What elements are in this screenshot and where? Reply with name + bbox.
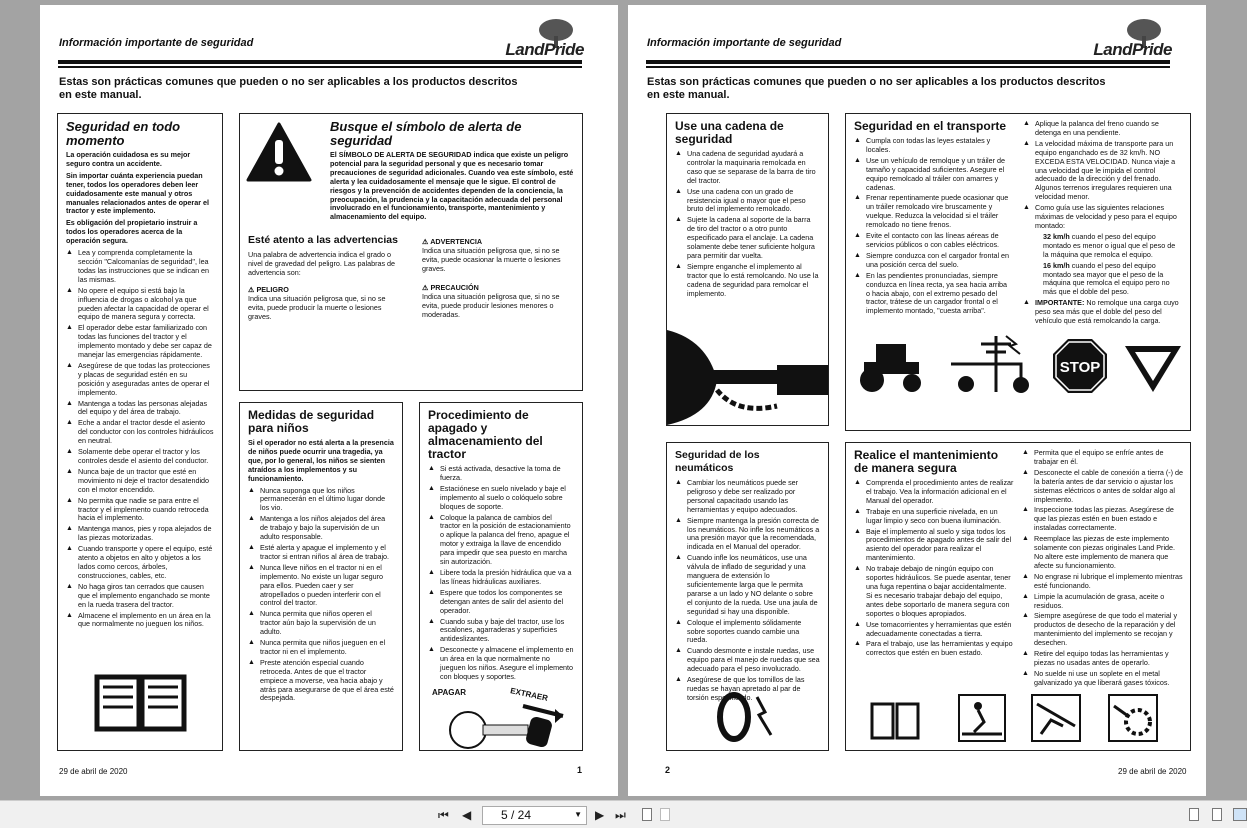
continuous-icon[interactable] — [1212, 808, 1222, 821]
section-title: Seguridad en el transporte — [854, 119, 1007, 133]
list-item: ▲ Use una cadena con un grado de resistencia igual o mayor que el peso bruto del implemento remolcado. — [675, 188, 820, 215]
section-title: Realice el mantenimiento de manera segura — [854, 448, 999, 475]
list-item: ▲ Lea y comprenda completamente la sección "Calcomanías de seguridad", lea todas las instrucciones que se indican en las mismas. — [66, 249, 214, 285]
list-item: ▲ Eche a andar el tractor desde el asiento del conductor con los controles hidráulicos en neutral. — [66, 419, 214, 446]
single-page-icon[interactable] — [1189, 808, 1199, 821]
chevron-down-icon[interactable]: ▼ — [574, 810, 582, 819]
section-title: Seguridad en todo momento — [66, 119, 181, 148]
page-indicator: 5 / 24 — [501, 808, 532, 822]
list-item: ▲ La velocidad máxima de transporte para un equipo enganchado es de 32 km/h. NO EXCEDA ESTA VELOCIDAD. Nunca viaje a una velocidad que le impida el control adecuado de la dirección y del frenado. Algunos terrenos irregulares requieren una velocidad menor. — [1023, 140, 1182, 202]
section-intro: La operación cuidadosa es su mejor seguro contra un accidente. — [66, 150, 191, 168]
section-apagado — [419, 402, 583, 751]
list-item: ▲ No suelde ni use un soplete en el metal galvanizado ya que liberará gases tóxicos. — [1022, 670, 1184, 688]
list-item: ▲ Aplique la palanca del freno cuando se detenga en una pendiente. — [1023, 120, 1182, 138]
list-item: ▲ Siempre mantenga la presión correcta de los neumáticos. No infle los neumáticos a una presión mayor que la recomendada, indicada en el Manual del operador. — [675, 517, 820, 553]
list-item: ▲ No trabaje debajo de ningún equipo con soportes hidráulicos. Se puede asentar, tener una fuga repentina o bajar accidentalmente. Si es necesario trabajar debajo del equipo, antes debe soportarlo de manera segura con soportes o bloques apropiados. — [854, 565, 1014, 618]
page-number: 1 — [577, 765, 583, 775]
tire-hazard-icon — [712, 692, 782, 742]
list-item: ▲ Reemplace las piezas de este implemento solamente con piezas originales Land Pride. No altere este implemento de manera que afecte su funcionamiento. — [1022, 535, 1184, 571]
land-pride-logo: LandPride — [474, 18, 584, 60]
signal-peligro: ⚠ PELIGRO — [248, 284, 289, 294]
page-number-input[interactable] — [482, 806, 587, 825]
speed-rule-1 — [1023, 233, 1182, 260]
two-page-icon[interactable] — [1233, 808, 1247, 821]
list-item: ▲ Use tomacorrientes y herramientas que estén adecuadamente conectadas a tierra. — [854, 621, 1014, 639]
header-rule-thin — [646, 66, 1170, 68]
alert-description: El SÍMBOLO DE ALERTA DE SEGURIDAD indica que existe un peligro potencial para la seguridad personal y que es necesario tomar precauciones de seguridad adicionales. Cuando vea este símbolo, esté alerta y lea cuidadosamente el mensaje que le sigue. El control de riesgos y la prevención de accidentes dependen de la conciencia, la preocupación, la prudencia y la capacitación adecuada del personal involucrado en el funcionamiento, transporte, mantenimiento y almacenamiento del equipo. — [330, 150, 574, 222]
signal-label: ADVERTENCIA — [430, 237, 483, 247]
transport-illustrations — [854, 334, 1182, 394]
header-rule — [646, 60, 1170, 64]
speed-label: 32 km/h — [1043, 231, 1070, 241]
list-item: ▲ Cuando desmonte e instale ruedas, use equipo para el manejo de ruedas que sea adecuado para el peso involucrado. — [675, 647, 820, 674]
list-item: ▲ No opere el equipo si está bajo la influencia de drogas o alcohol ya que pueden afectar la capacidad de operar el equipo de manera segura y correcta. — [66, 287, 214, 323]
header-title: Información importante de seguridad — [647, 37, 842, 49]
subsection-text: Una palabra de advertencia indica el grado o nivel de gravedad del peligro. Las palabras de advertencia son: — [248, 250, 396, 278]
section-seguridad-todo-momento — [57, 113, 223, 751]
list-item: ▲ Asegúrese de que los tornillos de las ruedas se hayan apretado al par de torsión especificado. — [675, 676, 820, 703]
signal-advertencia: ⚠ ADVERTENCIA — [422, 237, 483, 247]
safety-chain-illustration — [667, 325, 829, 425]
section-neumaticos — [666, 442, 829, 751]
signal-precaucion: ⚠ PRECAUCIÓN — [422, 282, 479, 292]
ignition-key-icon — [428, 685, 573, 758]
list-item: ▲ Coloque la palanca de cambios del tractor en la posición de estacionamiento o aplique la palanca del freno, apague el motor y extraiga la llave de encendido para impedir que sea puesto en marcha sin autorización. — [428, 514, 574, 567]
signal-text: Indica una situación peligrosa que, si no se evita, puede ocasionar la muerte o lesiones graves. — [422, 246, 561, 273]
section-cadena — [666, 113, 829, 426]
section-intro: Si el operador no está alerta a la presencia de niños puede ocurrir una tragedia, ya que, por lo general, los niños se sienten atraídos a los implementos y su funcionamiento. — [248, 438, 394, 483]
list-item: ▲ Frenar repentinamente puede ocasionar que un tráiler remolcado vire bruscamente y vuelque. Reduzca la velocidad si el tráiler remolcado no tiene frenos. — [854, 194, 1013, 230]
list-item: ▲ Sujete la cadena al soporte de la barra de tiro del tractor o a otro punto especificado para el anclaje. La cadena solamente debe tener suficiente holgura para permitir dar vuelta. — [675, 216, 820, 261]
img-label: APAGAR — [432, 687, 467, 697]
section-intro: Sin importar cuánta experiencia puedan tener, todos los operadores deben leer cuidadosamente este manual y otros manuales relacionados antes de operar el tractor y este implemento. — [66, 170, 210, 216]
list-item: ▲ Libere toda la presión hidráulica que va a las líneas hidráulicas auxiliares. — [428, 569, 574, 587]
list-item: ▲ No haga giros tan cerrados que causen que el implemento enganchado se monte en la rueda trasera del tractor. — [66, 583, 214, 610]
list-item: ▲ Cuando suba y baje del tractor, use los escalones, agarraderas y superficies antideslizantes. — [428, 618, 574, 645]
section-title: Seguridad de los neumáticos — [675, 449, 760, 474]
list-item: ▲ Solamente debe operar el tractor y los controles desde el asiento del conductor. — [66, 448, 214, 466]
prev-page-icon[interactable]: ◀ — [462, 808, 472, 822]
list-item: ▲ Nunca lleve niños en el tractor ni en el implemento. No existe un lugar seguro para ellos. Pueden caer y ser atropellados o pueden interferir con el control del tractor. — [248, 564, 394, 609]
signal-text: Indica una situación peligrosa que, si no se evita, puede producir lesiones menores o moderadas. — [422, 291, 560, 319]
header-title: Información importante de seguridad — [59, 37, 254, 49]
list-item: ▲ Siempre enganche el implemento al tractor que lo está remolcando. No use la cadena de seguridad para remolcar el implemento. — [675, 263, 820, 299]
speed-text: cuando el peso del equipo montado sea mayor que el peso de la máquina que remolca el equipo pero no más que el doble del peso. — [1043, 260, 1170, 297]
list-item: ▲ Almacene el implemento en un área en la que normalmente no jueguen los niños. — [66, 612, 214, 630]
list-item: ▲ Siempre asegúrese de que todo el material y productos de desecho de la reparación y del mantenimiento del implemento se recojan y desechen. — [1022, 612, 1184, 648]
list-item: ▲ Mantenga a todas las personas alejadas del equipo y del área de trabajo. — [66, 400, 214, 418]
subsection-title: Esté atento a las advertencias — [248, 234, 398, 247]
next-page-icon[interactable]: ▶ — [595, 808, 605, 822]
list-item: ▲ Nunca suponga que los niños permanecerán en el último lugar donde los vio. — [248, 487, 394, 514]
list-item: ▲ No permita que nadie se para entre el tractor y el implemento cuando retroceda hacia el implemento. — [66, 497, 214, 524]
list-item: ▲ Espere que todos los componentes se detengan antes de salir del asiento del operador. — [428, 589, 574, 616]
section-transporte — [845, 113, 1191, 431]
list-item: ▲ Asegúrese de que todas las protecciones y placas de seguridad estén en su posición y aseguradas antes de operar el implemento. — [66, 362, 214, 398]
first-page-icon[interactable]: ⏮ — [438, 808, 449, 822]
section-title: Use una cadena de seguridad — [675, 119, 784, 146]
list-item: ▲ Desconecte y almacene el implemento en un área en la que normalmente no jueguen los niños. Asegure el implemento con bloques y soportes. — [428, 646, 574, 682]
list-item: ▲ Una cadena de seguridad ayudará a controlar la maquinaria remolcada en caso que se separase de la barra de tiro del tractor. — [675, 150, 820, 186]
signal-label: PELIGRO — [256, 284, 289, 294]
crush-hazard-icon — [1031, 694, 1081, 742]
speed-rule-2 — [1023, 262, 1182, 298]
intro-text: Estas son prácticas comunes que pueden o no ser aplicables a los productos descritos en este manual. — [59, 76, 518, 101]
list-item: ▲ Esté alerta y apague el implemento y el tractor si entran niños al área de trabajo. — [248, 544, 394, 562]
list-item: ▲ Baje el implemento al suelo y siga todos los procedimientos de apagado antes de salir del asiento del operador para realizar el mantenimiento. — [854, 528, 1014, 564]
list-item: ▲ Estaciónese en suelo nivelado y baje el implemento al suelo o colóquelo sobre bloques de soporte. — [428, 485, 574, 512]
header-rule — [58, 60, 582, 64]
list-item: ▲ Desconecte el cable de conexión a tierra (-) de la batería antes de dar servicio o ajustar los sistemas eléctricos o antes de soldar algo al implemento. — [1022, 469, 1184, 505]
pdf-page-2 — [628, 5, 1206, 796]
list-item: ▲ Cuando infle los neumáticos, use una válvula de inflado de seguridad y una manguera de extensión lo suficientemente larga que le permita pararse a un lado y NO delante o sobre el conjunto de la rueda. Use una jaula de seguridad si hay una disponible. — [675, 554, 820, 616]
list-item: ▲ Evite el contacto con las líneas aéreas de servicios públicos o con cables eléctricos. — [854, 232, 1013, 250]
section-simbolo-alerta — [239, 113, 583, 391]
rotate-alt-icon[interactable] — [660, 808, 670, 821]
speed-text: cuando el peso del equipo montado es menor o igual que el peso de la máquina que remolca el equipo. — [1043, 231, 1176, 259]
safety-alert-icon — [246, 122, 312, 182]
speed-label: 16 km/h — [1043, 260, 1070, 270]
list-item: ▲ En las pendientes pronunciadas, siempre conduzca en línea recta, ya sea hacia arriba o hacia abajo, con el extremo pesado del tractor, trátese de un cargador frontal o el implemento montado, "cuesta arriba". — [854, 272, 1013, 317]
important-text: No remolque una carga cuyo peso sea más que el doble del peso del vehículo que está remolcando la carga. — [1035, 298, 1179, 326]
signal-label: PRECAUCIÓN — [430, 282, 479, 292]
list-item: ▲ No engrase ni lubrique el implemento mientras esté funcionando. — [1022, 573, 1184, 591]
list-item: ▲ Cambiar los neumáticos puede ser peligroso y debe ser realizado por personal capacitado usando las herramientas y equipo adecuados. — [675, 479, 820, 515]
land-pride-logo: LandPride — [1062, 18, 1172, 60]
list-item: ▲ Mantenga manos, pies y ropa alejados de las piezas motorizadas. — [66, 525, 214, 543]
list-item: ▲ Para el trabajo, use las herramientas y equipo correctos que estén en buen estado. — [854, 640, 1014, 658]
list-item: ▲ Permita que el equipo se enfríe antes de trabajar en él. — [1022, 449, 1184, 467]
list-item: ▲ Siempre conduzca con el cargador frontal en una posición cerca del suelo. — [854, 252, 1013, 270]
intro-text: Estas son prácticas comunes que pueden o no ser aplicables a los productos descritos en este manual. — [647, 76, 1106, 101]
list-item: ▲ Use un vehículo de remolque y un tráiler de tamaño y capacidad suficientes. Asegure el equipo remolcado al tráiler con amarres y cadenas. — [854, 157, 1013, 193]
footer-date: 29 de abril de 2020 — [1118, 767, 1187, 776]
signal-text: Indica una situación peligrosa que, si no se evita, puede producir la muerte o lesiones graves. — [248, 293, 386, 321]
list-item: ▲ Cuando transporte y opere el equipo, esté atento a objetos en alto y objetos a los lados como cercos, árboles, construcciones, cables, etc. — [66, 545, 214, 581]
list-item: ▲ Mantenga a los niños alejados del área de trabajo y bajo la supervisión de un adulto responsable. — [248, 515, 394, 542]
header-rule-thin — [58, 66, 582, 68]
list-item: ▲ Nunca baje de un tractor que esté en movimiento ni deje el tractor desatendido con el motor encendido. — [66, 468, 214, 495]
page-number: 2 — [665, 765, 671, 775]
entanglement-hazard-icon — [1108, 694, 1158, 742]
section-title: Medidas de seguridad para niños — [248, 408, 375, 435]
list-item: ▲ Cumpla con todas las leyes estatales y locales. — [854, 137, 1013, 155]
list-item: ▲ Preste atención especial cuando retroceda. Antes de que el tractor empiece a moverse, vea hacia abajo y atrás para asegurarse de que el área esté despejada. — [248, 659, 394, 704]
yield-sign-icon — [1124, 344, 1182, 394]
fall-hazard-icon — [958, 694, 1006, 742]
rotate-icon[interactable] — [642, 808, 652, 821]
list-item: ▲ Comprenda el procedimiento antes de realizar el trabajo. Vea la información adicional en el Manual del operador. — [854, 479, 1014, 506]
stop-text: STOP — [1059, 358, 1101, 376]
list-item: ▲ Inspeccione todas las piezas. Asegúrese de que las piezas estén en buen estado e instaladas correctamente. — [1022, 506, 1184, 533]
footer-date: 29 de abril de 2020 — [59, 767, 128, 776]
section-ninos — [239, 402, 403, 751]
important-label: IMPORTANTE: — [1035, 298, 1085, 308]
book-icon — [93, 671, 188, 736]
book-icon — [870, 700, 920, 742]
img-label: EXTRAER — [509, 685, 549, 703]
list-item: ▲ Como guía use las siguientes relaciones máximas de velocidad y peso para el equipo montado: — [1023, 204, 1182, 231]
list-item: ▲ Nunca permita que niños jueguen en el tractor ni en el implemento. — [248, 639, 394, 657]
list-item: ▲ Retire del equipo todas las herramientas y piezas no usadas antes de operarlo. — [1022, 650, 1184, 668]
list-item: ▲ Coloque el implemento sólidamente sobre soportes cuando cambie una rueda. — [675, 619, 820, 646]
section-title: Procedimiento de apagado y almacenamiento del tractor — [428, 408, 543, 461]
section-intro: Es obligación del propietario instruir a todos los operadores acerca de la operación segura. — [66, 218, 198, 246]
important-note — [1023, 299, 1182, 326]
section-title: Busque el símbolo de alerta de seguridad — [330, 119, 522, 148]
list-item: ▲ Nunca permita que niños operen el tractor aún bajo la supervisión de un adulto. — [248, 610, 394, 637]
list-item: ▲ Si está activada, desactive la toma de fuerza. — [428, 465, 574, 483]
list-item: ▲ El operador debe estar familiarizado con todas las funciones del tractor y el implemento montado y debe ser capaz de manejar las emergencias rápidamente. — [66, 324, 214, 360]
section-mantenimiento — [845, 442, 1191, 751]
pdf-toolbar — [0, 800, 1247, 828]
list-item: ▲ Trabaje en una superficie nivelada, en un lugar limpio y seco con buena iluminación. — [854, 508, 1014, 526]
tractor-icon — [854, 338, 930, 394]
key-illustration — [428, 685, 573, 758]
pdf-page-1 — [40, 5, 618, 796]
power-line-hazard-icon — [946, 334, 1036, 394]
stop-sign-icon — [1052, 338, 1108, 394]
last-page-icon[interactable]: ⏭ — [615, 808, 626, 822]
list-item: ▲ Limpie la acumulación de grasa, aceite o residuos. — [1022, 593, 1184, 611]
